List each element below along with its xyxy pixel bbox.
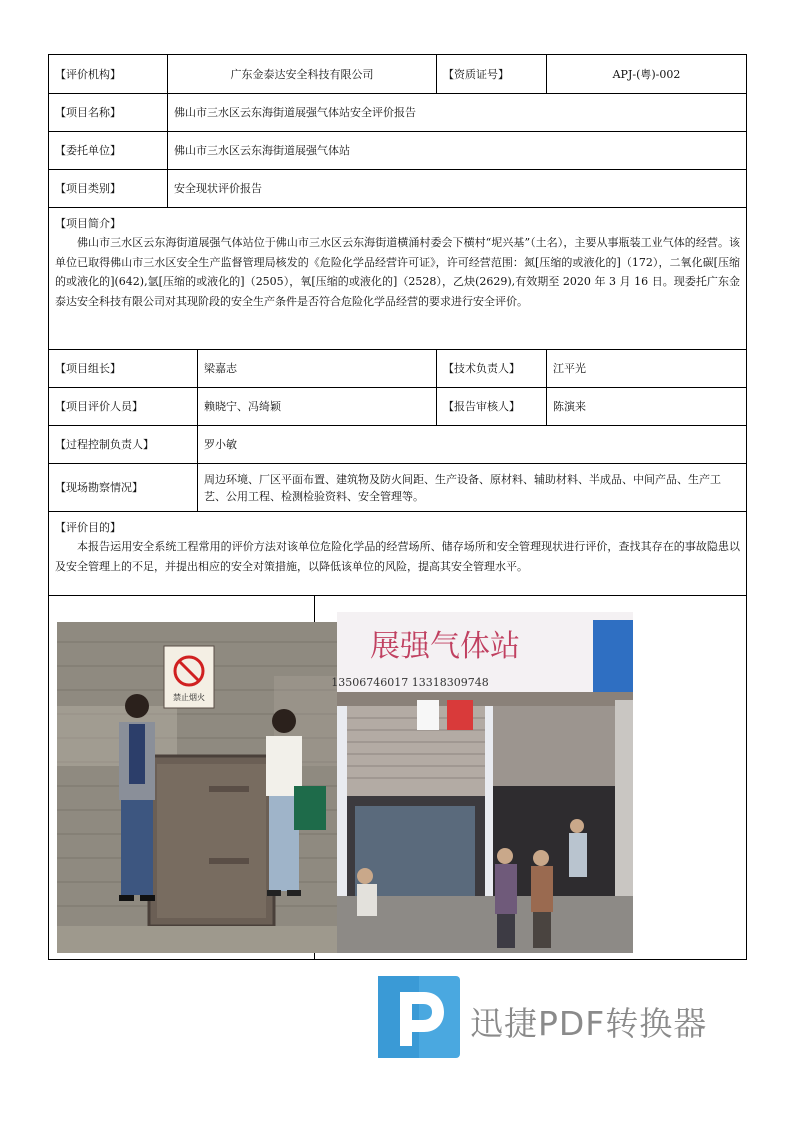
tech-lead-label: 【技术负责人】 [437, 350, 547, 388]
client-label: 【委托单位】 [49, 132, 168, 170]
process-owner-value: 罗小敏 [198, 426, 747, 464]
cert-label: 【资质证号】 [437, 55, 547, 94]
cert-value: APJ-(粤)-002 [547, 55, 747, 94]
project-name-label: 【项目名称】 [49, 94, 168, 132]
project-intro-section [49, 208, 747, 350]
purpose-label: 【评价目的】 [55, 521, 121, 534]
purpose-section [49, 512, 747, 596]
no-fire-sign: 禁止烟火 [173, 693, 205, 702]
site-survey-value: 周边环境、厂区平面布置、建筑物及防火间距、生产设备、原材料、辅助材料、半成品、中间产品、生产工艺、公用工程、检测检验资料、安全管理等。 [198, 464, 747, 512]
client-value: 佛山市三水区云东海街道展强气体站 [168, 132, 747, 170]
org-value: 广东金泰达安全科技有限公司 [168, 55, 437, 94]
station-phone: 13506746017 13318309748 [331, 676, 489, 689]
purpose-text: 本报告运用安全系统工程常用的评价方法对该单位危险化学品的经营场所、储存场所和安全管理现状进行评价，查找其存在的事故隐患以及安全管理上的不足，并提出相应的安全对策措施，以降低该单位的风险，提高其安全管理水平。 [55, 540, 740, 573]
pdf-converter-watermark [378, 976, 728, 1058]
right-photo-cell [315, 596, 747, 960]
reviewer-value: 陈演来 [547, 388, 747, 426]
evaluators-value: 赖晓宁、冯绮颖 [198, 388, 437, 426]
org-label: 【评价机构】 [49, 55, 168, 94]
evaluators-label: 【项目评价人员】 [49, 388, 198, 426]
tech-lead-value: 江平光 [547, 350, 747, 388]
site-photo-gas-station [315, 596, 657, 959]
leader-label: 【项目组长】 [49, 350, 198, 388]
category-label: 【项目类别】 [49, 170, 168, 208]
intro-text: 佛山市三水区云东海街道展强气体站位于佛山市三水区云东海街道横涌村委会下横村“坭兴基”（土名），主要从事瓶装工业气体的经营。该单位已取得佛山市三水区安全生产监督管理局核发的《危险化学品经营许可证》，许可经营范围：氮[压缩的或液化的]（172），二氧化碳[压缩的或液化的](642),氩[压缩的或液化的]（2505），氧[压缩的或液化的]（2528），乙炔(2629),有效期至 2020 年 3 月 16 日。现委托广东金泰达安全科技有限公司对其现阶段的安全生产条件是否符合危险化学品经营的要求进行安全评价。 [55, 236, 740, 308]
reviewer-label: 【报告审核人】 [437, 388, 547, 426]
leader-value: 梁嘉志 [198, 350, 437, 388]
site-survey-label: 【现场勘察情况】 [49, 464, 198, 512]
project-name-value: 佛山市三水区云东海街道展强气体站安全评价报告 [168, 94, 747, 132]
evaluation-info-table [48, 54, 747, 960]
watermark-text: 迅捷PDF转换器 [470, 1004, 708, 1043]
left-photo-cell [49, 596, 315, 960]
intro-label: 【项目简介】 [55, 217, 121, 230]
category-value: 安全现状评价报告 [168, 170, 747, 208]
station-banner: 展强气体站 [370, 629, 520, 664]
process-owner-label: 【过程控制负责人】 [49, 426, 198, 464]
pdf-converter-logo-icon [378, 976, 460, 1058]
